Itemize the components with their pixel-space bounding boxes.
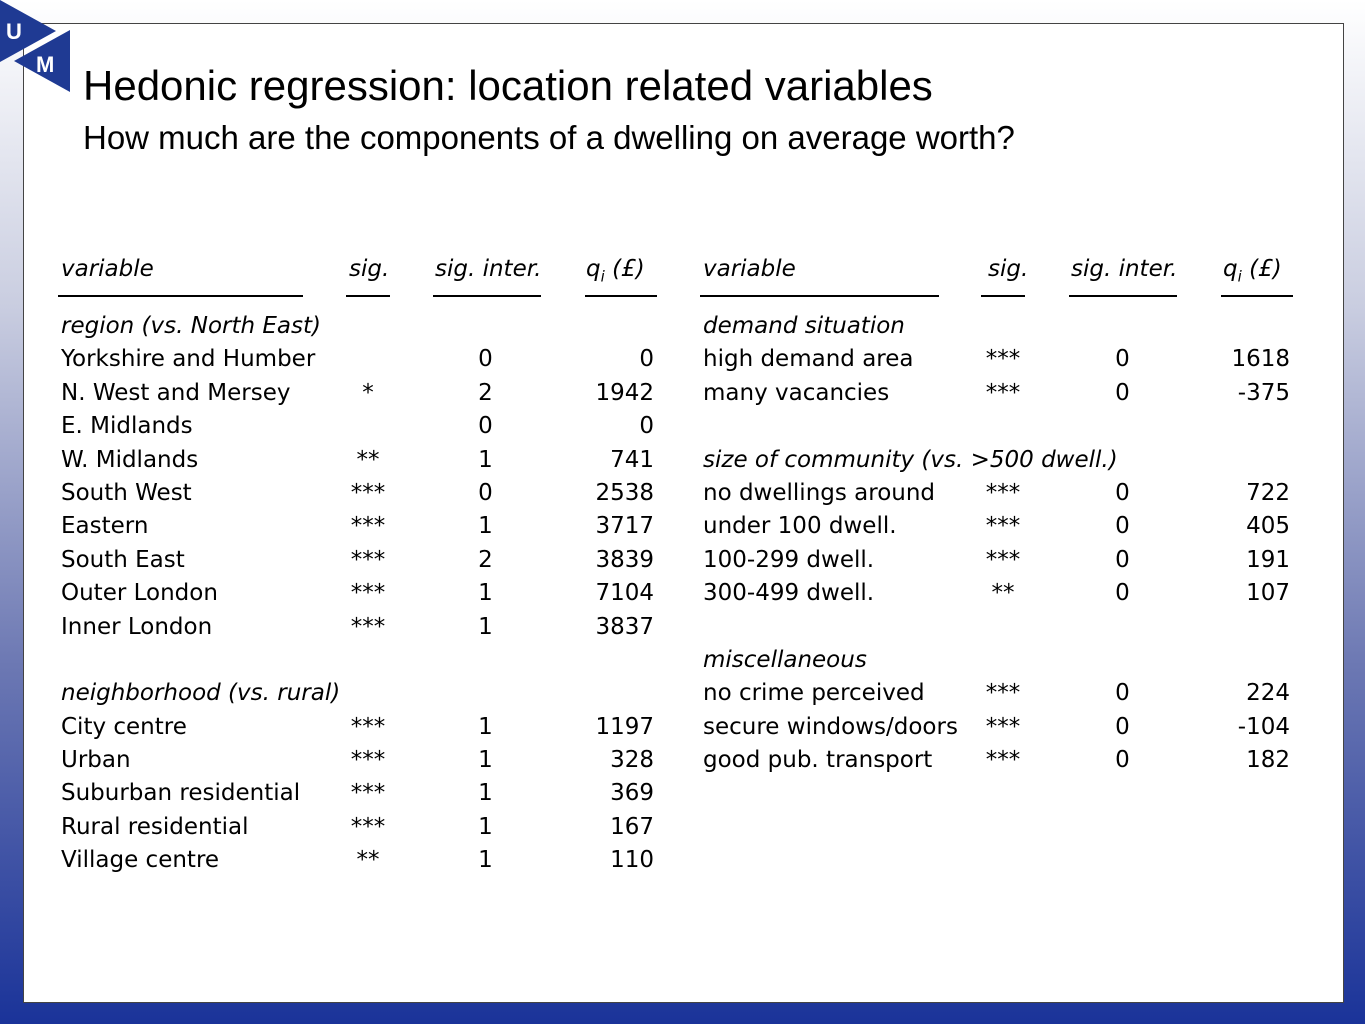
variable-cell: good pub. transport [703, 747, 933, 774]
table-row [700, 547, 1294, 580]
page-title: Hedonic regression: location related variables [83, 62, 933, 109]
page-subtitle: How much are the components of a dwelling on average worth? [83, 119, 1015, 156]
header-sig-inter: sig. inter. [435, 256, 542, 282]
header-variable: variable [703, 256, 796, 282]
q-value-cell: 110 [610, 847, 654, 874]
table-row [58, 547, 658, 580]
sig-inter-cell: 0 [1115, 546, 1130, 573]
sig-inter-cell: 2 [478, 379, 493, 406]
sig-inter-cell: 0 [478, 413, 493, 440]
q-value-cell: 2538 [595, 479, 654, 506]
variable-cell: under 100 dwell. [703, 513, 897, 540]
sig-inter-cell: 0 [1115, 513, 1130, 540]
header-sig: sig. [988, 256, 1029, 282]
q-value-cell: -375 [1237, 379, 1290, 406]
variable-cell: 300-499 dwell. [703, 580, 875, 607]
table-row [58, 714, 658, 747]
table-gap [700, 614, 1294, 647]
header-q: $q_i$ (£) [586, 256, 645, 286]
q-value-cell: 0 [639, 346, 654, 373]
sig-inter-cell: 0 [1115, 680, 1130, 707]
q-value-cell: 369 [610, 780, 654, 807]
table-row [58, 346, 658, 379]
q-value-cell: 191 [1246, 546, 1290, 573]
sig-cell: ** [356, 847, 380, 874]
variable-cell: Urban [61, 747, 131, 774]
sig-inter-cell: 0 [478, 479, 493, 506]
table-row [58, 614, 658, 647]
q-value-cell: 3717 [595, 513, 654, 540]
q-value-cell: 107 [1246, 580, 1290, 607]
sig-inter-cell: 0 [1115, 479, 1130, 506]
header-rule [346, 295, 390, 297]
sig-cell: *** [350, 780, 386, 807]
table-row [700, 346, 1294, 379]
q-value-cell: 722 [1246, 479, 1290, 506]
variable-cell: high demand area [703, 346, 914, 373]
header-rule [585, 295, 657, 297]
section-label: region (vs. North East) [61, 313, 321, 339]
sig-inter-cell: 2 [478, 546, 493, 573]
sig-inter-cell: 1 [478, 813, 493, 840]
sig-cell: *** [985, 379, 1021, 406]
sig-inter-cell: 0 [1115, 580, 1130, 607]
table-body [58, 313, 658, 881]
variable-cell: South West [61, 479, 192, 506]
sig-cell: *** [985, 346, 1021, 373]
q-value-cell: -104 [1237, 713, 1290, 740]
q-value-cell: 182 [1246, 747, 1290, 774]
q-value-cell: 1942 [595, 379, 654, 406]
table-row [58, 413, 658, 446]
variable-cell: N. West and Mersey [61, 379, 291, 406]
header-rule [1221, 295, 1293, 297]
variable-cell: many vacancies [703, 379, 890, 406]
variable-cell: Rural residential [61, 813, 249, 840]
variable-cell: Eastern [61, 513, 149, 540]
table-row [700, 513, 1294, 546]
table-row [58, 747, 658, 780]
sig-inter-cell: 0 [478, 346, 493, 373]
sig-inter-cell: 1 [478, 780, 493, 807]
table-row [700, 680, 1294, 713]
q-value-cell: 167 [610, 813, 654, 840]
variable-cell: Suburban residential [61, 780, 301, 807]
q-value-cell: 1618 [1231, 346, 1290, 373]
q-value-cell: 3837 [595, 613, 654, 640]
sig-cell: ** [356, 446, 380, 473]
q-value-cell: 3839 [595, 546, 654, 573]
table-row [58, 814, 658, 847]
variable-cell: Village centre [61, 847, 220, 874]
header-rule [981, 295, 1025, 297]
header-rule [700, 295, 939, 297]
section-header [58, 680, 658, 713]
sig-inter-cell: 0 [1115, 379, 1130, 406]
sig-inter-cell: 0 [1115, 747, 1130, 774]
q-value-cell: 405 [1246, 513, 1290, 540]
sig-cell: *** [985, 747, 1021, 774]
sig-cell: *** [350, 513, 386, 540]
table-body [700, 313, 1294, 780]
section-header [58, 313, 658, 346]
right-regression-table [700, 250, 1294, 780]
sig-inter-cell: 1 [478, 747, 493, 774]
q-value-cell: 328 [610, 747, 654, 774]
table-header [700, 250, 1294, 300]
table-gap [58, 647, 658, 680]
header-q: $q_i$ (£) [1223, 256, 1282, 286]
variable-cell: Inner London [61, 613, 213, 640]
variable-cell: no dwellings around [703, 479, 936, 506]
header-sig: sig. [349, 256, 390, 282]
table-row [58, 480, 658, 513]
section-header [700, 313, 1294, 346]
logo-letter-u: U [6, 19, 22, 44]
section-label: neighborhood (vs. rural) [61, 680, 341, 707]
section-label: miscellaneous [703, 646, 867, 673]
q-value-cell: 741 [610, 446, 654, 473]
left-regression-table [58, 250, 658, 881]
table-row [700, 747, 1294, 780]
table-row [58, 847, 658, 880]
variable-cell: South East [61, 546, 185, 573]
variable-cell: Outer London [61, 580, 218, 607]
q-value-cell: 0 [639, 413, 654, 440]
sig-inter-cell: 1 [478, 513, 493, 540]
table-row [700, 480, 1294, 513]
sig-inter-cell: 1 [478, 847, 493, 874]
variable-cell: Yorkshire and Humber [61, 346, 316, 373]
sig-cell: *** [985, 713, 1021, 740]
header-rule [58, 295, 303, 297]
sig-cell: *** [985, 680, 1021, 707]
table-row [58, 447, 658, 480]
variable-cell: City centre [61, 713, 187, 740]
variable-cell: W. Midlands [61, 446, 199, 473]
sig-cell: *** [350, 479, 386, 506]
sig-cell: *** [985, 479, 1021, 506]
section-header [700, 447, 1294, 480]
sig-cell: *** [350, 613, 386, 640]
sig-inter-cell: 0 [1115, 346, 1130, 373]
table-row [58, 380, 658, 413]
table-row [700, 714, 1294, 747]
sig-inter-cell: 1 [478, 713, 493, 740]
sig-cell: *** [350, 713, 386, 740]
table-row [700, 380, 1294, 413]
sig-cell: *** [985, 513, 1021, 540]
q-value-cell: 7104 [595, 580, 654, 607]
table-gap [700, 413, 1294, 446]
header-rule [1069, 295, 1177, 297]
section-label: size of community (vs. >500 dwell.) [703, 446, 1118, 473]
table-row [700, 580, 1294, 613]
q-value-cell: 1197 [595, 713, 654, 740]
table-header [58, 250, 658, 300]
university-logo [0, 0, 70, 92]
section-header [700, 647, 1294, 680]
table-row [58, 780, 658, 813]
sig-inter-cell: 1 [478, 580, 493, 607]
section-label: demand situation [703, 313, 905, 339]
sig-cell: ** [991, 580, 1015, 607]
variable-cell: 100-299 dwell. [703, 546, 875, 573]
sig-cell: *** [350, 580, 386, 607]
sig-cell: *** [350, 546, 386, 573]
sig-cell: *** [350, 813, 386, 840]
table-row [58, 580, 658, 613]
sig-cell: * [362, 379, 374, 406]
variable-cell: secure windows/doors [703, 713, 958, 740]
sig-inter-cell: 1 [478, 613, 493, 640]
sig-cell: *** [350, 747, 386, 774]
header-variable: variable [61, 256, 154, 282]
variable-cell: no crime perceived [703, 680, 925, 707]
variable-cell: E. Midlands [61, 413, 193, 440]
sig-inter-cell: 1 [478, 446, 493, 473]
sig-inter-cell: 0 [1115, 713, 1130, 740]
header-sig-inter: sig. inter. [1071, 256, 1178, 282]
sig-cell: *** [985, 546, 1021, 573]
table-row [58, 513, 658, 546]
logo-letter-m: M [36, 52, 55, 77]
q-value-cell: 224 [1246, 680, 1290, 707]
header-rule [433, 295, 541, 297]
